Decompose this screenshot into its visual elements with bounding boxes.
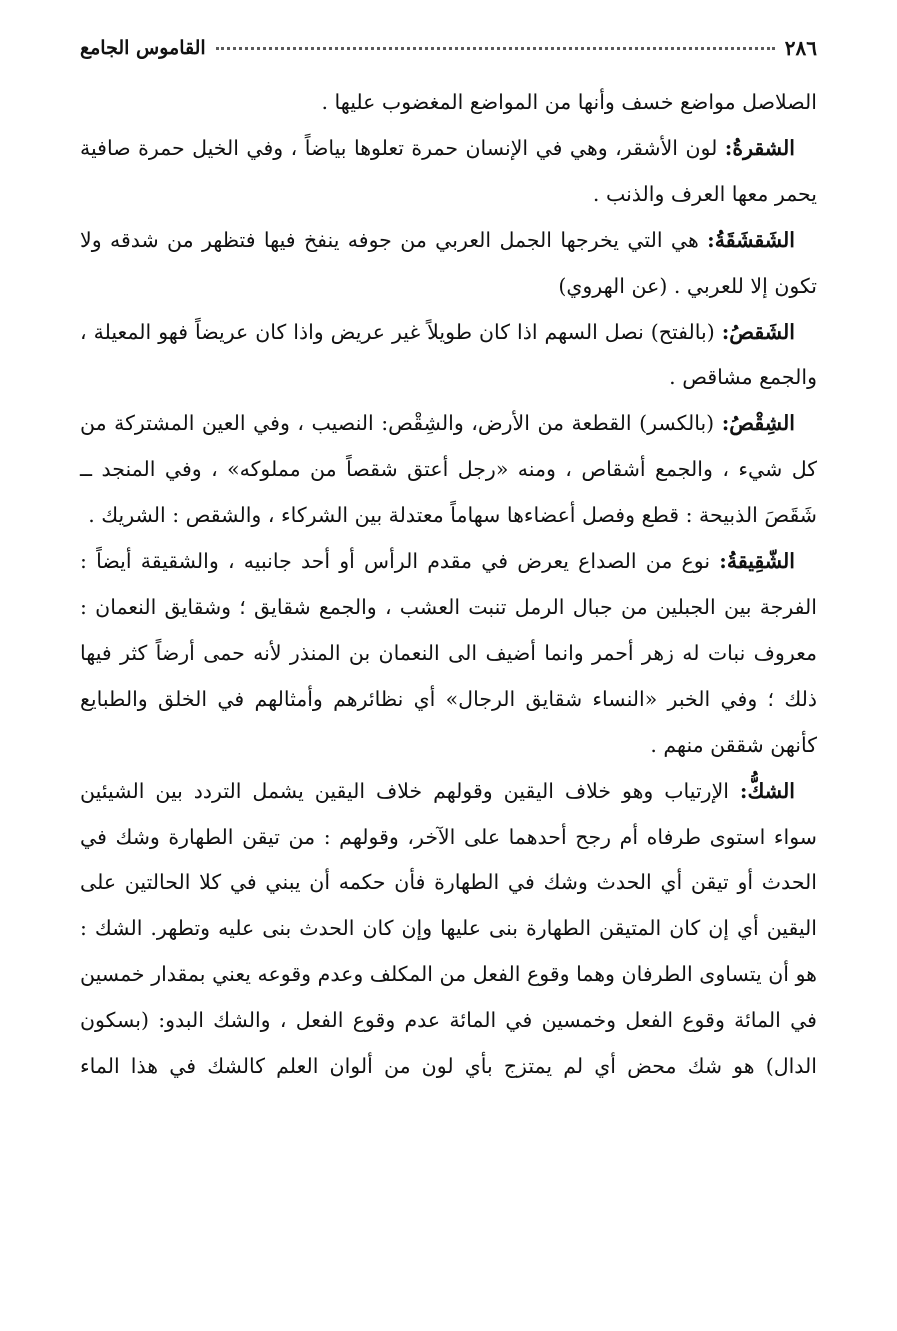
- entry-text: نوع من الصداع يعرض في مقدم الرأس أو أحد جانبيه ، والشقيقة أيضاً : الفرجة بين الجبلين من جبال الرمل تنبت العشب ، والجمع شقايق ؛ وشقايق النعمان : معروف نبات له زهر أحمر وانما أضيف الى النعمان بن المنذر لأنه حمى أرضاً كثر فيها ذلك ؛ وفي الخبر «النساء شقايق الرجال» أي نظائرهم وأمثالهم في الخلق والطبايع كأنهن شققن منهم .: [80, 549, 817, 757]
- entry-text: الإرتياب وهو خلاف اليقين وقولهم خلاف اليقين يشمل التردد بين الشيئين سواء استوى طرفاه أم رجح أحدهما على الآخر، وقولهم : من تيقن الطهارة وشك في الحدث أو تيقن أي الحدث وشك في الطهارة فأن حكمه أن يبني في كلا الحالتين على اليقين أي إن كان المتيقن الطهارة بنى عليها وإن كان الحدث بنى عليه وتطهر. الشك : هو أن يتساوى الطرفان وهما وقوع الفعل من المكلف وعدم وقوعه يعني بمقدار خمسين في المائة وقوع الفعل وخمسين في المائة عدم وقوع الفعل ، والشك البدو: (بسكون الدال) هو شك محض أي لم يمتزج بأي لون من ألوان العلم كالشك في هذا الماء: [80, 778, 817, 1079]
- entry-headword: الشِقْصُ:: [721, 411, 795, 436]
- entry-text: (بالفتح) نصل السهم اذا كان طويلاً غير عريض واذا كان عريضاً فهو المعيلة ، والجمع مشاقص .: [80, 319, 817, 390]
- header-dot-leader: [216, 46, 775, 50]
- page-number: ٢٨٦: [784, 36, 817, 60]
- entry-shakk: [80, 769, 817, 1090]
- entry-text: هي التي يخرجها الجمل العربي من جوفه ينفخ فيها فتظهر من شدقه ولا تكون إلا للعربي . (عن الهروي): [80, 227, 817, 298]
- entry-headword: الشكُّ:: [739, 778, 795, 803]
- entry-shaqshaqa: [80, 218, 817, 310]
- entry-headword: الشّقِيقةُ:: [719, 549, 795, 574]
- entry-shaqiqa: [80, 539, 817, 769]
- entry-continuation: [80, 80, 817, 126]
- entry-shiqs: [80, 401, 817, 539]
- entry-headword: الشَقصُ:: [721, 319, 795, 344]
- entry-text: (بالكسر) القطعة من الأرض، والشِقْص: النصيب ، وفي العين المشتركة من كل شيء ، والجمع أشقاص ، ومنه «رجل أعتق شقصاً من مملوكه» ، وفي المنجد ــ شَقَصَ الذبيحة : قطع وفصل أعضاءها سهاماً معتدلة بين الشركاء ، والشقص : الشريك .: [80, 411, 817, 528]
- entry-shaqs: [80, 310, 817, 402]
- entry-text: لون الأشقر، وهي في الإنسان حمرة تعلوها بياضاً ، وفي الخيل حمرة صافية يحمر معها العرف والذنب .: [80, 135, 817, 206]
- entry-shuqra: [80, 126, 817, 218]
- entry-text: الصلاصل مواضع خسف وأنها من المواضع المغضوب عليها .: [321, 90, 817, 114]
- running-header: [80, 32, 817, 64]
- entry-headword: الشقرةُ:: [724, 135, 795, 160]
- book-title: القاموس الجامع: [80, 37, 206, 59]
- entry-headword: الشَقشَقَةُ:: [707, 227, 795, 252]
- page-body: [80, 80, 817, 1090]
